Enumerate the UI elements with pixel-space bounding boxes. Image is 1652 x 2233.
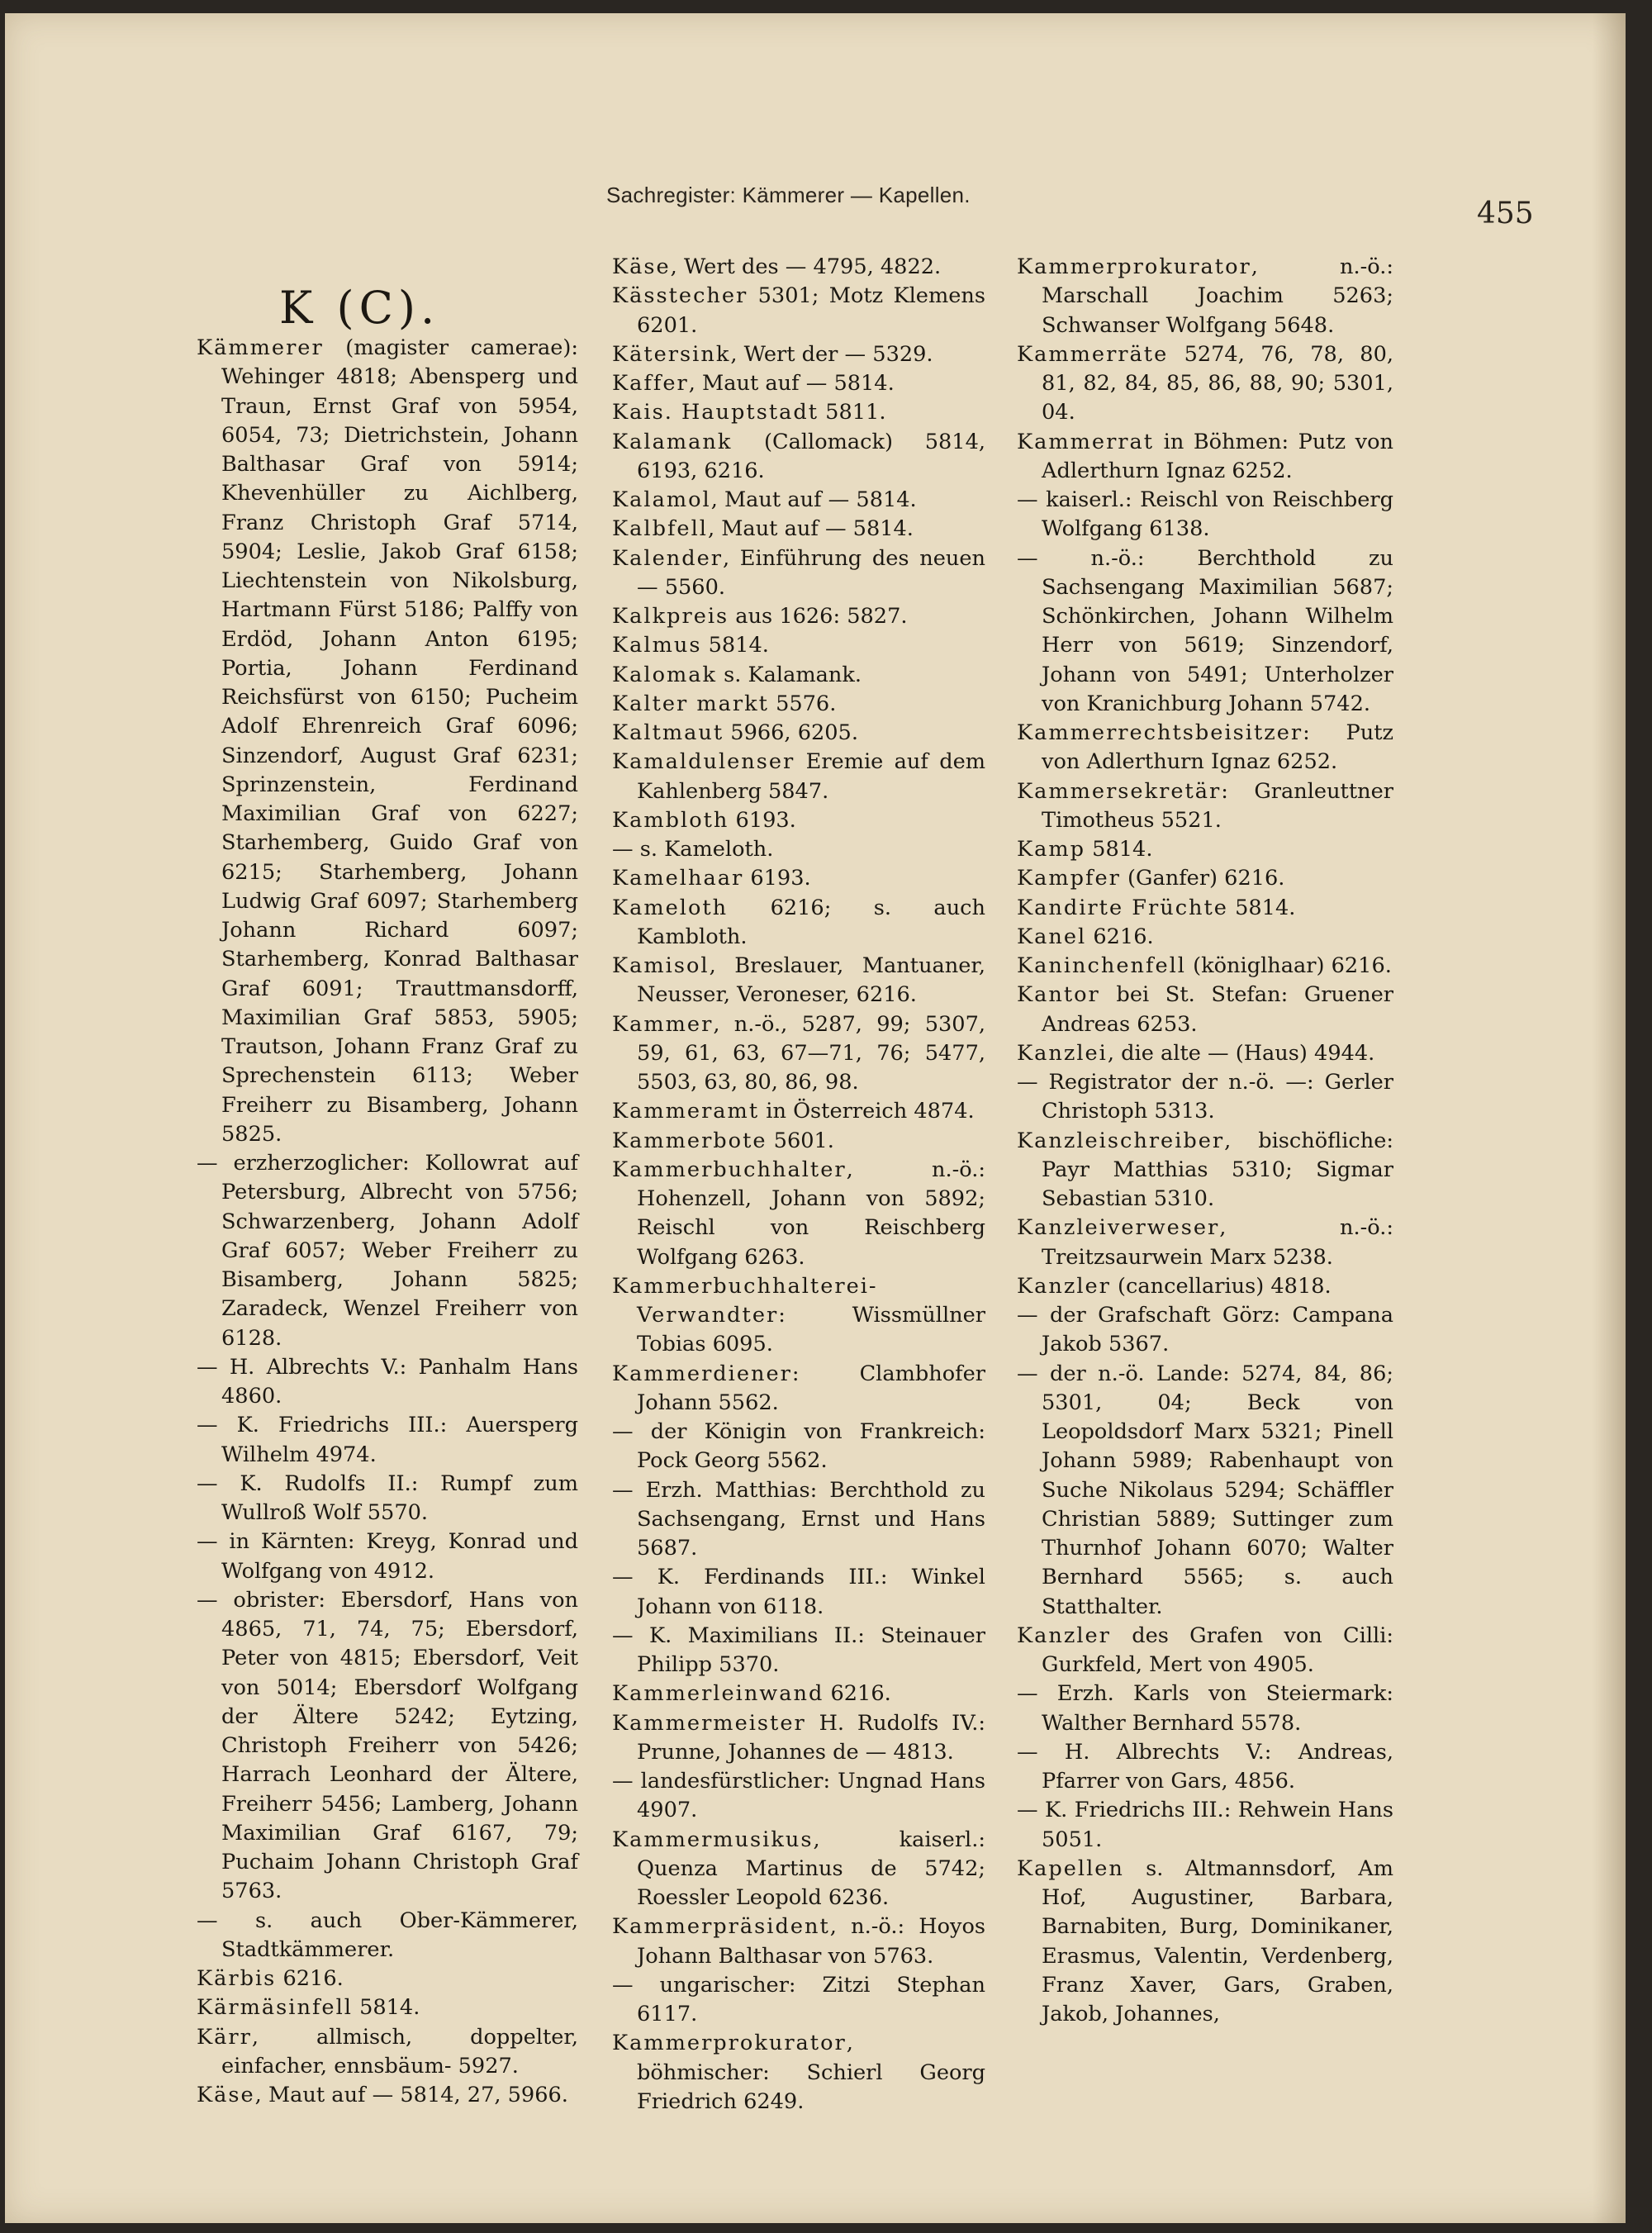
index-entry-text: — der Grafschaft Görz: Campana Jakob 5367. — [1017, 1303, 1393, 1357]
index-entry-text: (Ganfer) 6216. — [1120, 866, 1285, 891]
index-entry-text: — H. Albrechts V.: Andreas, Pfarrer von Gars, 4856. — [1017, 1739, 1393, 1794]
index-entry-text: — H. Albrechts V.: Panhalm Hans 4860. — [197, 1354, 578, 1409]
index-entry — [612, 428, 985, 487]
index-entry — [612, 748, 985, 806]
index-entry-text: in Böhmen: Putz von Adlerthurn Ignaz 6252. — [1042, 429, 1393, 483]
index-entry — [1017, 486, 1393, 544]
index-entry — [612, 253, 985, 282]
index-entry — [1017, 428, 1393, 487]
index-entry — [1017, 864, 1393, 893]
index-entry — [1017, 1360, 1393, 1622]
index-entry — [1017, 1680, 1393, 1738]
index-entry — [1017, 340, 1393, 428]
index-entry-text: (königlhaar) 6216. — [1185, 953, 1392, 978]
index-entry-text: 5814. — [701, 633, 769, 658]
index-entry-headword: Kässtecher — [612, 283, 748, 309]
index-entry-text: , n.-ö.: Hoyos Johann Balthasar von 5763. — [637, 1914, 985, 1969]
index-entry — [1017, 1039, 1393, 1068]
index-entry-headword: Kärmäsinfell — [197, 1995, 353, 2021]
index-entry-text: — erzherzoglicher: Kollowrat auf Petersburg, Albrecht von 5756; Schwarzenberg, Johann Adolf Graf 6057; Weber Freiherr zu Bisamberg, Johann 5825; Zaradeck, Wenzel Freiherr von 6128. — [197, 1151, 578, 1351]
index-entry-headword: Kämmerer — [197, 335, 324, 360]
index-entry — [197, 1965, 578, 1993]
index-entry — [612, 1418, 985, 1476]
index-entry — [197, 1907, 578, 1965]
index-entry-text: bei St. Stefan: Gruener Andreas 6253. — [1042, 982, 1393, 1037]
index-entry — [1017, 1214, 1393, 1272]
running-head: Sachregister: Kämmerer — Kapellen. — [606, 183, 971, 207]
index-entry — [612, 282, 985, 340]
index-entry — [1017, 1855, 1393, 2030]
index-entry-headword: Kammerräte — [1017, 341, 1169, 367]
index-entry — [1017, 1272, 1393, 1301]
index-column-1 — [197, 334, 578, 2110]
index-entry-headword: Kamisol — [612, 953, 710, 978]
index-entry — [612, 1156, 985, 1272]
index-entry-text: s. Kalamank. — [717, 662, 862, 687]
index-entry — [612, 1097, 985, 1126]
index-entry-headword: Kapellen — [1017, 1855, 1124, 1881]
index-entry-text: : Wissmüllner Tobias 6095. — [637, 1303, 985, 1357]
index-entry-headword: Kalomak — [612, 662, 718, 687]
index-entry-headword: Kammerdiener — [612, 1361, 792, 1386]
index-entry — [197, 1993, 578, 2022]
index-entry-text: 6216. — [276, 1966, 344, 1991]
index-entry-headword: Kanzlei — [1017, 1040, 1108, 1066]
index-entry-text: — K. Ferdinands III.: Winkel Johann von 6118. — [612, 1565, 985, 1619]
index-entry — [612, 1360, 985, 1418]
index-entry — [612, 1826, 985, 1913]
index-entry — [612, 1272, 985, 1360]
index-entry — [612, 864, 985, 893]
index-entry-headword: Kaltmaut — [612, 720, 724, 745]
index-entry — [1017, 1301, 1393, 1360]
index-entry — [1017, 719, 1393, 777]
section-title: K (C). — [279, 282, 440, 334]
index-entry-text: — Erzh. Karls von Steiermark: Walther Bernhard 5578. — [1017, 1681, 1393, 1736]
index-entry-text: (magister camerae): Wehinger 4818; Abensperg und Traun, Ernst Graf von 5954, 6054, 73; Dietrichstein, Johann Balthasar Graf von 5914; Khevenhüller zu Aichlberg, Franz Christoph Graf 5714, 5904; Leslie, Jakob Graf 6158; Liechtenstein von Nikolsburg, Hartmann Fürst 5186; Palffy von Erdöd, Johann Anton 6195; Portia, Johann Ferdinand Reichsfürst von 6150; Pucheim Adolf Ehrenreich Graf 6096; Sinzendorf, August Graf 6231; Sprinzenstein, Ferdinand Maximilian Graf von 6227; Starhemberg, Guido Graf von 6215; Starhemberg, Johann Ludwig Graf 6097; Starhemberg Johann Richard 6097; Starhemberg, Konrad Balthasar Graf 6091; Trauttmansdorff, Maximilian Graf 5853, 5905; Trautson, Johann Franz Graf zu Sprechenstein 6113; Weber Freiherr zu Bisamberg, Johann 5825. — [221, 335, 578, 1147]
index-entry-text: 6193. — [729, 807, 796, 833]
index-entry — [612, 544, 985, 603]
index-entry — [197, 334, 578, 1149]
index-entry-text: 6216. — [1086, 924, 1154, 949]
index-entry — [197, 2023, 578, 2082]
index-entry-headword: Kambloth — [612, 807, 729, 833]
index-entry — [612, 1767, 985, 1826]
index-entry — [1017, 1127, 1393, 1214]
index-entry-headword: Kammerleinwand — [612, 1681, 824, 1707]
index-entry-headword: Kalter markt — [612, 691, 769, 716]
index-entry-text: — der Königin von Frankreich: Pock Georg 5562. — [612, 1419, 985, 1474]
index-entry-text: aus 1626: 5827. — [729, 604, 908, 629]
index-entry — [612, 1680, 985, 1708]
index-entry-headword: Kätersink — [612, 341, 731, 367]
index-entry-text: , n.-ö.: Marschall Joachim 5263; Schwanser Wolfgang 5648. — [1042, 254, 1393, 338]
index-entry-text: — obrister: Ebersdorf, Hans von 4865, 71, 74, 75; Ebersdorf, Peter von 4815; Ebersdorf, Veit von 5014; Ebersdorf Wolfgang der Ältere 5242; Eytzing, Christoph Freiherr von 5426; Harrach Leonhard der Ältere, Freiherr 5456; Lamberg, Johann Maximilian Graf 6167, 79; Puchaim Johann Christoph Graf 5763. — [197, 1587, 578, 1904]
index-entry-text: : Putz von Adlerthurn Ignaz 6252. — [1042, 720, 1393, 775]
index-entry — [1017, 952, 1393, 981]
index-entry — [612, 515, 985, 544]
index-entry — [612, 1563, 985, 1622]
index-entry-headword: Kais. Hauptstadt — [612, 400, 819, 425]
index-entry — [1017, 923, 1393, 952]
index-entry — [612, 1971, 985, 2030]
index-entry-text: , allmisch, doppelter, einfacher, ennsbäum- 5927. — [221, 2024, 578, 2079]
index-entry-headword: Kameloth — [612, 895, 729, 920]
index-entry-text: , bischöfliche: Payr Matthias 5310; Sigmar Sebastian 5310. — [1042, 1128, 1393, 1211]
index-entry-text: , Maut auf — 5814. — [707, 516, 914, 542]
index-entry-text: — kaiserl.: Reischl von Reischberg Wolfgang 6138. — [1017, 487, 1393, 542]
index-entry — [612, 2029, 985, 2117]
index-entry-text: : Clambhofer Johann 5562. — [637, 1361, 985, 1415]
index-entry-text: — Registrator der n.-ö. —: Gerler Christoph 5313. — [1017, 1070, 1393, 1124]
index-entry-text: — n.-ö.: Berchthold zu Sachsengang Maximilian 5687; Schönkirchen, Johann Wilhelm Herr von 5619; Sinzendorf, Johann von 5491; Unterholzer von Kranichburg Johann 5742. — [1017, 545, 1393, 716]
index-entry-text: Eremie auf dem Kahlenberg 5847. — [637, 749, 985, 804]
index-entry-text: — K. Maximilians II.: Steinauer Philipp 5370. — [612, 1622, 985, 1677]
index-entry — [612, 398, 985, 427]
index-entry-headword: Kammeramt — [612, 1099, 760, 1124]
index-entry-text: , Maut auf — 5814, 27, 5966. — [254, 2083, 568, 2107]
index-entry — [1017, 835, 1393, 864]
index-entry — [612, 719, 985, 748]
index-entry — [1017, 1796, 1393, 1855]
index-entry — [197, 1527, 578, 1586]
index-entry — [612, 1622, 985, 1680]
index-entry-text: , Wert des — 4795, 4822. — [670, 254, 942, 279]
index-entry — [197, 2081, 578, 2110]
index-entry-headword: Kammerprokurator — [612, 2031, 847, 2056]
index-entry-headword: Käse — [197, 2083, 255, 2107]
index-entry-text: , kaiserl.: Quenza Martinus de 5742; Roessler Leopold 6236. — [637, 1827, 985, 1910]
index-entry-headword: Kärr — [197, 2024, 252, 2050]
index-entry-text: , Wert der — 5329. — [730, 341, 933, 367]
index-entry-headword: Kanel — [1017, 924, 1087, 949]
index-entry-text: — in Kärnten: Kreyg, Konrad und Wolfgang von 4912. — [197, 1529, 578, 1584]
index-entry-text: , Maut auf — 5814. — [688, 371, 895, 396]
index-entry — [612, 602, 985, 631]
index-entry-headword: Kammerprokurator — [1017, 254, 1251, 279]
index-entry-text: — K. Rudolfs II.: Rumpf zum Wullroß Wolf 5570. — [197, 1470, 578, 1525]
index-entry-text: — K. Friedrichs III.: Rehwein Hans 5051. — [1017, 1798, 1393, 1852]
index-entry — [612, 661, 985, 690]
index-entry-headword: Kantor — [1017, 982, 1100, 1008]
index-entry-headword: Kammermeister — [612, 1710, 806, 1736]
index-entry — [197, 1470, 578, 1528]
index-entry-headword: Kamp — [1017, 837, 1086, 862]
index-entry-text: 6193. — [743, 866, 811, 891]
index-entry-text: — K. Friedrichs III.: Auersperg Wilhelm 4974. — [197, 1413, 578, 1467]
index-entry-text: (cancellarius) 4818. — [1110, 1273, 1332, 1299]
index-entry-text: — Erzh. Matthias: Berchthold zu Sachsengang, Ernst und Hans 5687. — [612, 1477, 985, 1561]
index-entry — [612, 1010, 985, 1098]
index-entry-headword: Käse — [612, 254, 671, 279]
index-entry — [612, 631, 985, 660]
index-entry-headword: Kalkpreis — [612, 604, 729, 629]
index-entry-text: , n.-ö.: Treitzsaurwein Marx 5238. — [1042, 1215, 1393, 1270]
index-entry-headword: Kammer — [612, 1011, 714, 1037]
index-entry — [1017, 894, 1393, 923]
index-entry — [612, 486, 985, 515]
index-entry-text: 5601. — [767, 1128, 834, 1153]
index-entry — [1017, 253, 1393, 340]
index-entry-text: — der n.-ö. Lande: 5274, 84, 86; 5301, 04; Beck von Leopoldsdorf Marx 5321; Pinell Johann 5989; Rabenhaupt von Suche Nikolaus 5294; Schäffler Christian 5889; Suttinger zum Thurnhof Johann 6070; Walter Bernhard 5565; s. auch Statthalter. — [1017, 1361, 1393, 1619]
index-entry-headword: Kammermusikus — [612, 1827, 814, 1852]
index-entry-text: 5814. — [1227, 895, 1296, 920]
index-entry-text: in Österreich 4874. — [759, 1099, 975, 1124]
index-entry-headword: Kammersekretär — [1017, 778, 1222, 804]
index-entry-text: , böhmischer: Schierl Georg Friedrich 6249. — [637, 2031, 985, 2114]
index-entry-text: — ungarischer: Zitzi Stephan 6117. — [612, 1972, 985, 2026]
index-entry — [1017, 1068, 1393, 1127]
index-entry-headword: Kalender — [612, 545, 723, 571]
index-column-2 — [612, 253, 985, 2117]
index-entry-headword: Kanzler — [1017, 1622, 1111, 1648]
index-entry-text: s. Altmannsdorf, Am Hof, Augustiner, Barbara, Barnabiten, Burg, Dominikaner, Erasmus, Valentin, Verdenberg, Franz Xaver, Gars, Graben, Jakob, Johannes, — [1042, 1855, 1393, 2026]
index-entry-text: : Granleuttner Timotheus 5521. — [1042, 778, 1393, 833]
index-entry-headword: Kalamol — [612, 487, 711, 512]
index-entry-headword: Kammerpräsident — [612, 1914, 830, 1940]
index-entry — [612, 369, 985, 398]
index-entry-text: 5274, 76, 78, 80, 81, 82, 84, 85, 86, 88, 90; 5301, 04. — [1042, 341, 1393, 425]
index-entry-text: , Breslauer, Mantuaner, Neusser, Veroneser, 6216. — [637, 953, 985, 1008]
index-entry — [612, 1709, 985, 1768]
index-entry — [1017, 1622, 1393, 1680]
index-entry-text: — s. auch Ober-Kämmerer, Stadtkämmerer. — [197, 1908, 578, 1962]
index-entry — [197, 1353, 578, 1412]
index-entry — [1017, 981, 1393, 1039]
index-entry-headword: Kammerbuchhalter — [612, 1157, 847, 1182]
index-entry-headword: Kalbfell — [612, 516, 708, 542]
index-entry-headword: Kärbis — [197, 1966, 277, 1991]
index-entry-headword: Kammerbote — [612, 1128, 767, 1153]
index-entry — [612, 806, 985, 835]
index-entry-text: — s. Kameloth. — [612, 837, 774, 862]
index-entry-headword: Kammerbuchhalterei-Verwandter — [612, 1273, 878, 1328]
index-entry — [612, 1476, 985, 1564]
index-entry-headword: Kandirte Früchte — [1017, 895, 1228, 920]
index-entry-headword: Kamelhaar — [612, 866, 744, 891]
index-entry-text: (Callomack) 5814, 6193, 6216. — [637, 429, 985, 483]
index-entry-headword: Kaffer — [612, 371, 689, 396]
index-entry-text: , Einführung des neuen — 5560. — [637, 545, 985, 600]
index-entry-headword: Kanzleischreiber — [1017, 1128, 1225, 1153]
index-entry — [612, 952, 985, 1010]
index-entry — [1017, 544, 1393, 720]
index-entry — [1017, 777, 1393, 836]
index-entry-text: — landesfürstlicher: Ungnad Hans 4907. — [612, 1769, 985, 1823]
index-entry-text: , Maut auf — 5814. — [710, 487, 917, 512]
index-entry-headword: Kampfer — [1017, 866, 1121, 891]
index-entry-text: 5814. — [352, 1995, 420, 2021]
index-entry-headword: Kanzleiverweser — [1017, 1215, 1220, 1241]
index-entry-headword: Kamaldulenser — [612, 749, 795, 775]
index-entry-text: 5966, 6205. — [724, 720, 858, 745]
index-entry — [612, 690, 985, 719]
index-entry-text: , n.-ö., 5287, 99; 5307, 59, 61, 63, 67—71, 76; 5477, 5503, 63, 80, 86, 98. — [637, 1011, 985, 1095]
index-entry-text: 5301; Motz Klemens 6201. — [637, 283, 985, 338]
index-entry-text: H. Rudolfs IV.: Prunne, Johannes de — 4813. — [637, 1710, 985, 1765]
index-entry-text: des Grafen von Cilli: Gurkfeld, Mert von 4905. — [1042, 1622, 1393, 1677]
index-column-3 — [1017, 253, 1393, 2029]
index-entry-text: 6216. — [824, 1681, 891, 1707]
index-entry-text: , die alte — (Haus) 4944. — [1107, 1040, 1375, 1066]
index-entry — [197, 1586, 578, 1907]
index-entry-headword: Kalamank — [612, 429, 733, 454]
page-number: 455 — [1477, 197, 1534, 230]
index-entry — [197, 1149, 578, 1353]
index-entry-headword: Kanzler — [1017, 1273, 1111, 1299]
index-entry — [612, 1127, 985, 1156]
index-entry-headword: Kammerrechtsbeisitzer — [1017, 720, 1303, 745]
index-entry-text: 6216; s. auch Kambloth. — [637, 895, 985, 949]
index-entry — [612, 340, 985, 369]
index-entry — [612, 894, 985, 953]
index-entry — [612, 835, 985, 864]
index-entry-headword: Kaninchenfell — [1017, 953, 1186, 978]
page-edge-shadow — [1593, 13, 1626, 2223]
index-entry-text: 5576. — [768, 691, 837, 716]
index-entry-headword: Kalmus — [612, 633, 702, 658]
index-entry — [612, 1912, 985, 1971]
book-page — [5, 13, 1626, 2223]
index-entry — [1017, 1738, 1393, 1797]
index-entry-text: 5814. — [1085, 837, 1153, 862]
index-entry-text: , n.-ö.: Hohenzell, Johann von 5892; Reischl von Reischberg Wolfgang 6263. — [637, 1157, 985, 1270]
index-entry — [197, 1411, 578, 1470]
index-entry-headword: Kammerrat — [1017, 429, 1155, 454]
index-entry-text: 5811. — [819, 400, 886, 425]
